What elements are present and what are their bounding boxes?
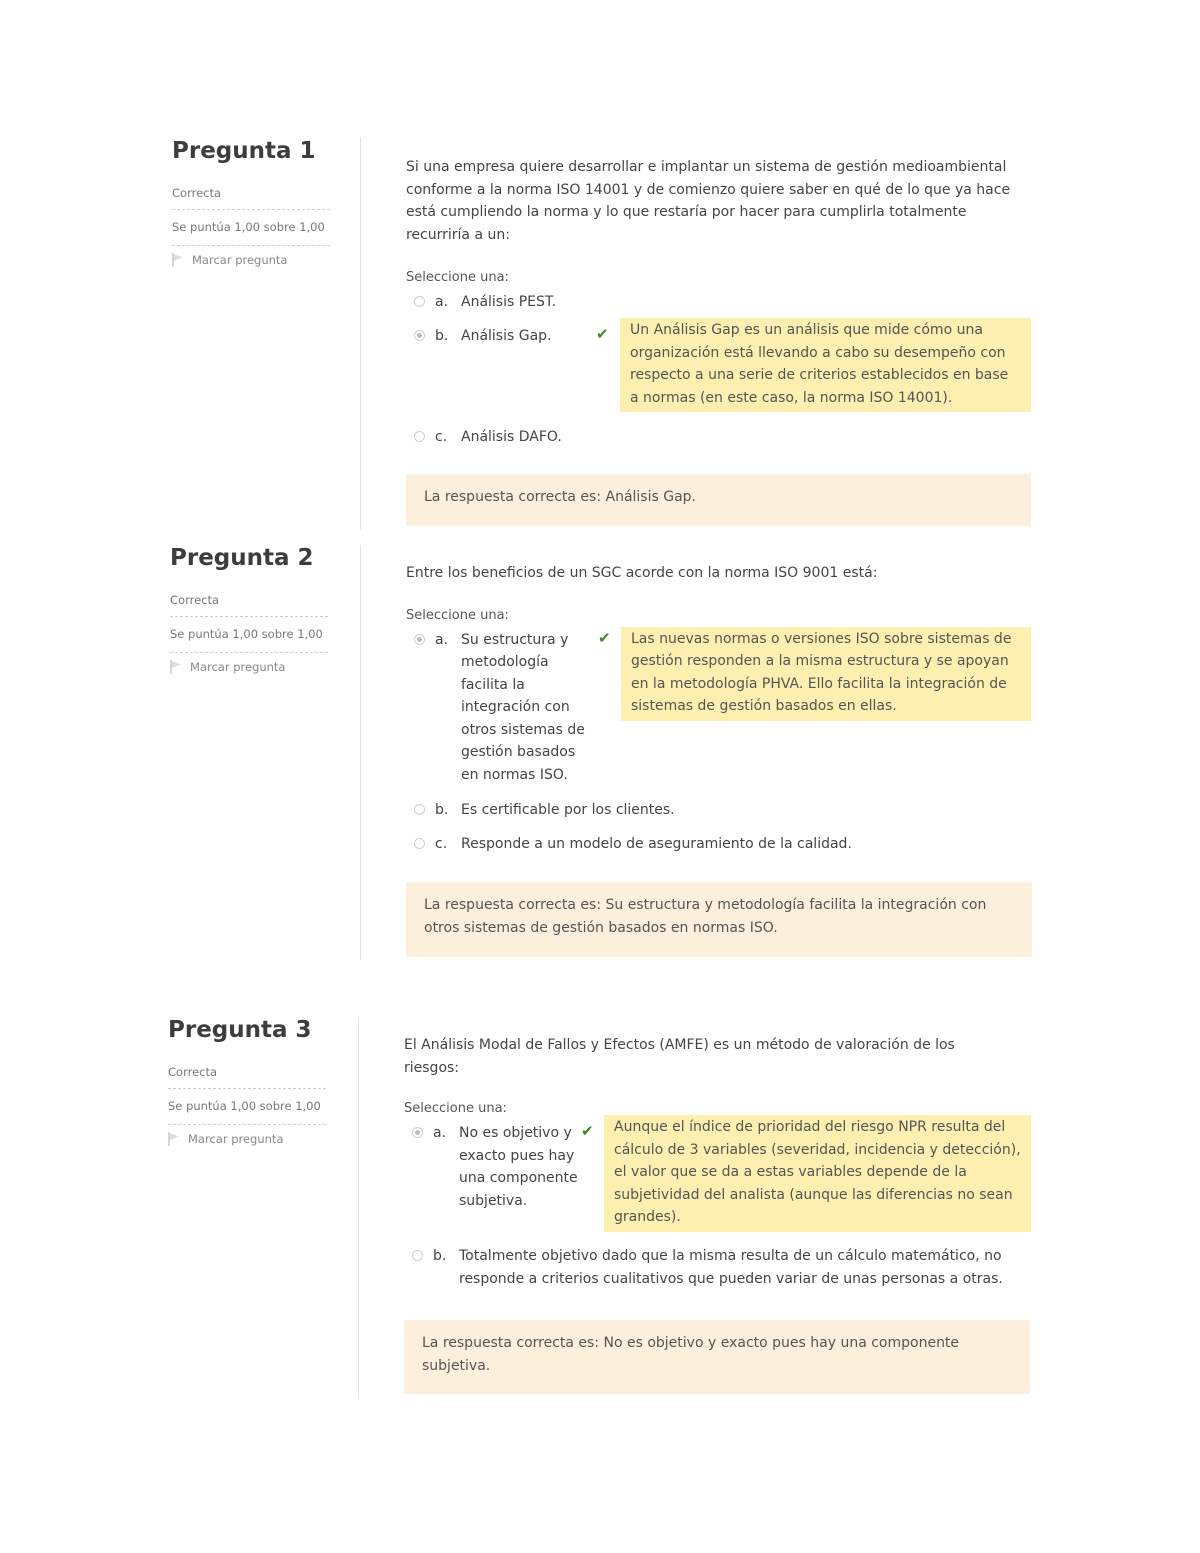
option-feedback: Las nuevas normas o versiones ISO sobre sistemas de gestión responden a la misma estructura y se apoyan en la metodología PHVA. Ello facilita la integración de sistemas de gestión basados en ellas.	[621, 627, 1031, 721]
answer-prompt: Seleccione una:	[404, 1101, 507, 1116]
option-letter: a.	[433, 1125, 447, 1141]
answer-option-a[interactable]	[404, 1119, 1029, 1245]
answer-option-b[interactable]	[404, 1245, 1029, 1290]
question-title: Pregunta 3	[168, 1017, 312, 1043]
radio-button[interactable]	[412, 1250, 423, 1261]
option-text: Responde a un modelo de aseguramiento de la calidad.	[461, 835, 852, 852]
question-text: Entre los beneficios de un SGC acorde con la norma ISO 9001 está:	[406, 565, 878, 581]
flag-question-label: Marcar pregunta	[188, 1132, 284, 1146]
option-text: Es certificable por los clientes.	[461, 801, 675, 818]
answer-option-c[interactable]	[406, 426, 1031, 449]
answer-options	[406, 291, 1031, 449]
divider	[358, 1017, 359, 1399]
option-text: Totalmente objetivo dado que la misma resulta de un cálculo matemático, no responde a criterios cualitativos que pueden variar de unas personas a otras.	[459, 1248, 1003, 1287]
option-letter: b.	[435, 801, 449, 818]
right-answer-box: La respuesta correcta es: Su estructura y metodología facilita la integración con otros sistemas de gestión basados en normas ISO.	[406, 882, 1032, 957]
option-text: No es objetivo y exacto pues hay una componente subjetiva.	[459, 1125, 578, 1209]
divider	[360, 138, 361, 530]
option-text: Análisis PEST.	[461, 294, 557, 310]
option-letter: a.	[435, 294, 449, 310]
flag-question-link[interactable]	[172, 253, 330, 267]
question-state: Correcta	[170, 593, 328, 617]
question-title: Pregunta 2	[170, 545, 314, 571]
right-answer-box: La respuesta correcta es: No es objetivo y exacto pues hay una componente subjetiva.	[404, 1320, 1030, 1394]
answer-option-b[interactable]	[406, 322, 1031, 426]
option-letter: b.	[433, 1248, 447, 1264]
flag-icon	[168, 1132, 180, 1146]
question-state: Correcta	[172, 186, 330, 210]
checkmark-icon: ✔	[581, 1122, 594, 1140]
question-grade: Se puntúa 1,00 sobre 1,00	[172, 218, 330, 246]
answer-options	[404, 1119, 1029, 1290]
flag-icon	[172, 253, 184, 267]
option-letter: a.	[435, 631, 449, 648]
answer-prompt: Seleccione una:	[406, 607, 509, 623]
option-text: Análisis Gap.	[461, 328, 552, 344]
checkmark-icon: ✔	[598, 628, 611, 647]
radio-button[interactable]	[414, 838, 425, 849]
option-letter: c.	[435, 835, 448, 852]
question-info	[172, 138, 330, 267]
option-feedback: Un Análisis Gap es un análisis que mide cómo una organización está llevando a cabo su desempeño con respecto a una serie de criterios establecidos en base a normas (en este caso, la norma ISO 14001).	[620, 318, 1031, 412]
radio-button-selected[interactable]	[414, 634, 425, 645]
question-title: Pregunta 1	[172, 138, 316, 164]
question-info	[170, 545, 328, 674]
question-info	[168, 1017, 326, 1146]
flag-question-label: Marcar pregunta	[192, 253, 288, 267]
question-state: Correcta	[168, 1065, 326, 1089]
answer-option-c[interactable]	[406, 833, 1031, 856]
question-text: Si una empresa quiere desarrollar e implantar un sistema de gestión medioambiental conforme a la norma ISO 14001 y de comienzo quiere saber en qué de lo que ya hace está cumpliendo la norma y lo que restaría por hacer para cumplirla totalmente recurriría a un:	[406, 159, 1011, 243]
flag-icon	[170, 660, 182, 674]
answer-options	[406, 629, 1031, 856]
radio-button-selected[interactable]	[412, 1127, 423, 1138]
option-letter: b.	[435, 328, 449, 344]
question-content	[406, 562, 1031, 855]
radio-button[interactable]	[414, 296, 425, 307]
right-answer-box: La respuesta correcta es: Análisis Gap.	[406, 474, 1031, 526]
question-content	[404, 1034, 1029, 1290]
radio-button[interactable]	[414, 431, 425, 442]
question-text: El Análisis Modal de Fallos y Efectos (AMFE) es un método de valoración de los riesgos:	[404, 1037, 955, 1076]
option-feedback: Aunque el índice de prioridad del riesgo NPR resulta del cálculo de 3 variables (severidad, incidencia y detección), el valor que se da a estas variables depende de la subjetividad del analista (aunque las diferencias no sean grandes).	[604, 1115, 1031, 1232]
option-text: Análisis DAFO.	[461, 429, 562, 445]
radio-button-selected[interactable]	[414, 330, 425, 341]
answer-option-a[interactable]	[406, 629, 1031, 799]
checkmark-icon: ✔	[596, 325, 609, 343]
question-content	[406, 156, 1031, 449]
option-text: Su estructura y metodología facilita la integración con otros sistemas de gestión basados en normas ISO.	[461, 631, 585, 783]
flag-question-link[interactable]	[170, 660, 328, 674]
flag-question-link[interactable]	[168, 1132, 326, 1146]
divider	[360, 545, 361, 960]
flag-question-label: Marcar pregunta	[190, 660, 286, 674]
option-letter: c.	[435, 429, 448, 445]
answer-prompt: Seleccione una:	[406, 270, 509, 285]
question-grade: Se puntúa 1,00 sobre 1,00	[168, 1097, 326, 1125]
radio-button[interactable]	[414, 804, 425, 815]
question-grade: Se puntúa 1,00 sobre 1,00	[170, 625, 328, 653]
answer-option-b[interactable]	[406, 799, 1031, 833]
